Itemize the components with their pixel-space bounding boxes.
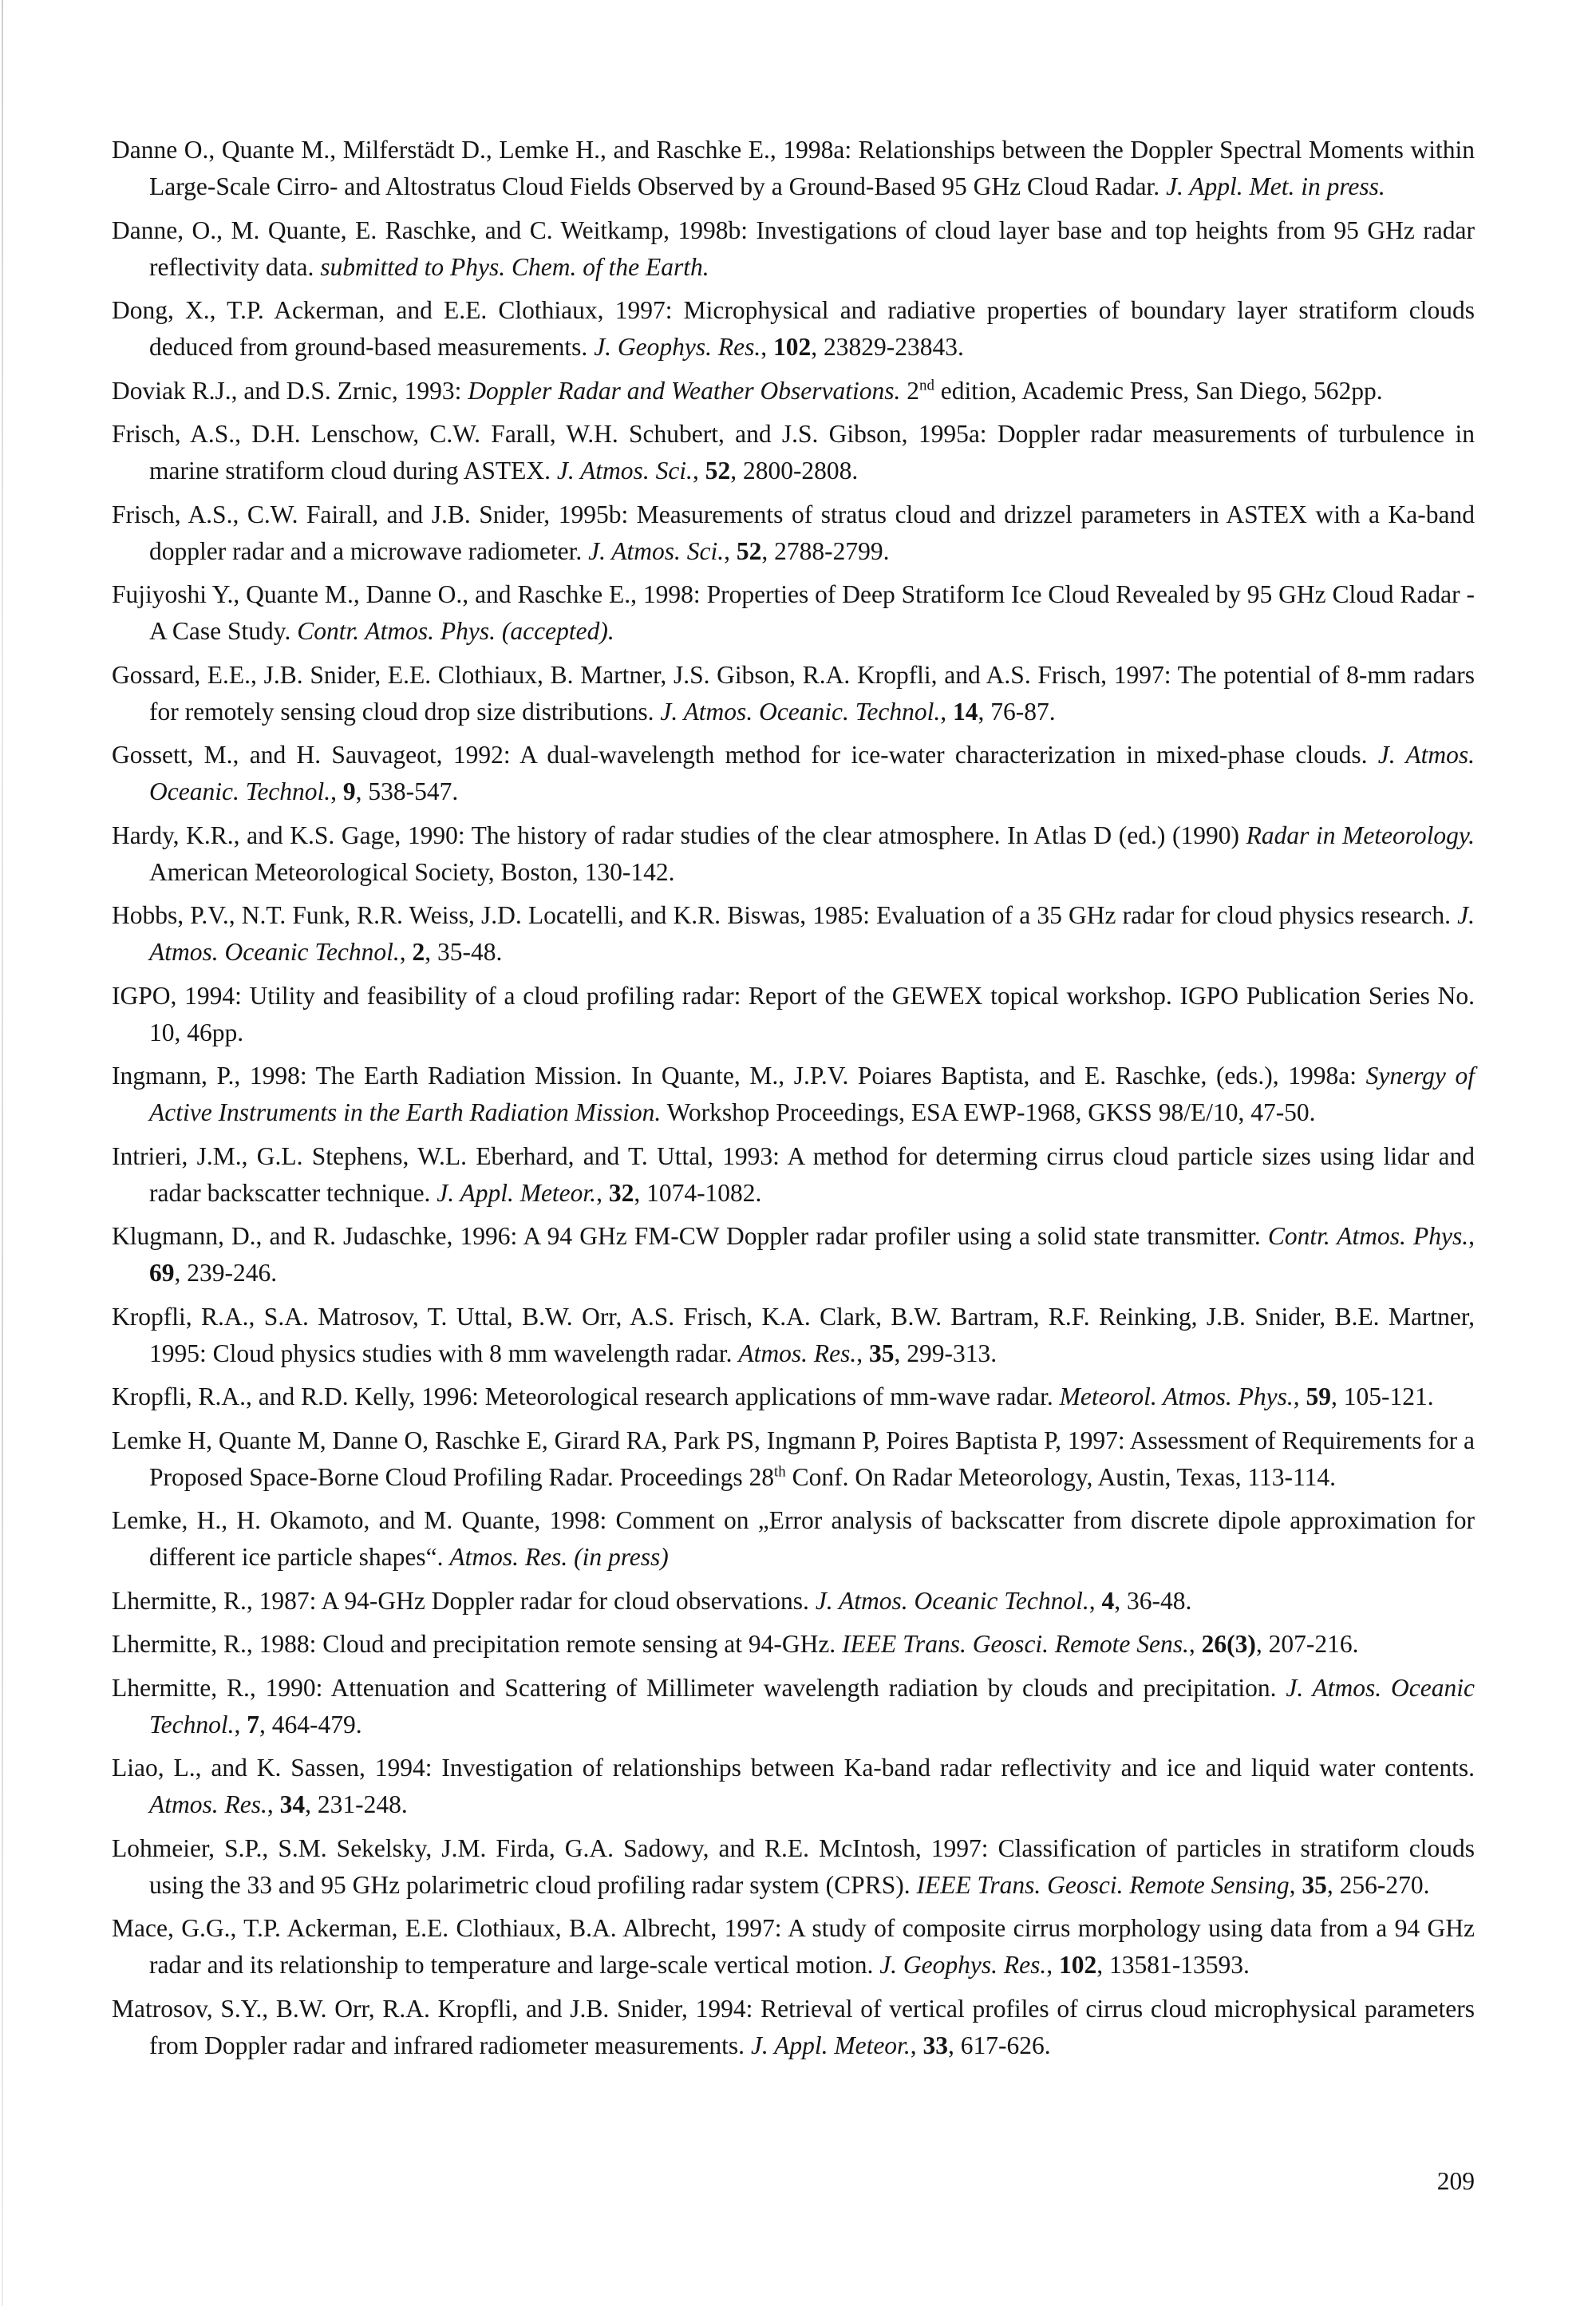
reference-source: Doppler Radar and Weather Observations. (468, 376, 901, 405)
reference-text: Lohmeier, S.P., S.M. Sekelsky, J.M. Firda, G.A. Sadowy, and R.E. McIntosh, 1997: Classification of particles in stratiform clouds using the 33 and 95 GHz polarimetric cloud profiling radar system (CPRS). (112, 1833, 1475, 1899)
reference-superscript: nd (919, 377, 934, 394)
reference-text: Conf. On Radar Meteorology, Austin, Texas, 113-114. (785, 1462, 1336, 1491)
reference-text: , 1074-1082. (634, 1178, 762, 1207)
reference-text: , (1468, 1222, 1475, 1250)
reference-source: Synergy of Active Instruments in the Earth Radiation Mission. (149, 1062, 1475, 1126)
reference-entry (112, 897, 1475, 971)
reference-volume: 102 (773, 333, 812, 361)
reference-text: , 76-87. (978, 697, 1056, 726)
reference-entry (112, 576, 1475, 650)
reference-source: Atmos. Res. (149, 1790, 267, 1818)
reference-text: , (692, 457, 705, 485)
reference-text: Lhermitte, R., 1987: A 94-GHz Doppler radar for cloud observations. (112, 1586, 816, 1615)
reference-entry (112, 1058, 1475, 1131)
reference-text: , 231-248. (305, 1790, 408, 1818)
reference-text: , (724, 536, 737, 565)
reference-text: Gossard, E.E., J.B. Snider, E.E. Clothiaux, B. Martner, J.S. Gibson, R.A. Kropfli, and A.S. Frisch, 1997: The potential of 8-mm radars for remotely sensing cloud drop size distributions. (112, 660, 1475, 726)
reference-text: IGPO, 1994: Utility and feasibility of a cloud profiling radar: Report of the GEWEX topical workshop. IGPO Publication Series No. 10, 46pp. (112, 981, 1475, 1046)
reference-text: , 2788-2799. (761, 536, 890, 565)
reference-text: , (1289, 1870, 1302, 1899)
reference-text: , (399, 938, 413, 966)
reference-text: , (267, 1790, 280, 1818)
reference-entry (112, 1422, 1475, 1496)
reference-text: , 207-216. (1255, 1630, 1359, 1658)
reference-entry (112, 1218, 1475, 1291)
reference-source: Contr. Atmos. Phys. (accepted). (297, 617, 614, 645)
reference-volume: 7 (247, 1710, 259, 1738)
reference-source: J. Geophys. Res. (879, 1951, 1047, 1979)
reference-text: , 464-479. (259, 1710, 362, 1738)
reference-superscript: th (774, 1463, 786, 1480)
reference-list (112, 132, 1475, 2071)
reference-text: , 35-48. (425, 938, 503, 966)
reference-text: Lemke H, Quante M, Danne O, Raschke E, Girard RA, Park PS, Ingmann P, Poires Baptista P, 1997: Assessment of Requirements for a Proposed Space-Borne Cloud Profiling Radar. Proceedings 28 (112, 1426, 1475, 1491)
reference-text: edition, Academic Press, San Diego, 562pp. (934, 376, 1383, 405)
reference-entry (112, 373, 1475, 409)
reference-text: , 2800-2808. (730, 457, 859, 485)
reference-source: J. Atmos. Sci. (588, 536, 725, 565)
reference-entry (112, 1378, 1475, 1415)
reference-text: , (1088, 1586, 1102, 1615)
reference-source: IEEE Trans. Geosci. Remote Sensing (916, 1870, 1290, 1899)
reference-entry (112, 1138, 1475, 1212)
reference-text: Mace, G.G., T.P. Ackerman, E.E. Clothiaux, B.A. Albrecht, 1997: A study of composite cirrus morphology using data from a 94 GHz radar and its relationship to temperature and large-scale vertical motion. (112, 1914, 1475, 1979)
reference-entry (112, 416, 1475, 489)
reference-text: , (1046, 1951, 1060, 1979)
reference-entry (112, 1502, 1475, 1576)
reference-volume: 14 (952, 697, 978, 726)
reference-source: Atmos. Res. (738, 1339, 857, 1367)
reference-volume: 9 (342, 777, 356, 805)
reference-text: Fujiyoshi Y., Quante M., Danne O., and Raschke E., 1998: Properties of Deep Stratiform Ice Cloud Revealed by 95 GHz Cloud Radar - A Case Study. (112, 580, 1475, 645)
reference-text: American Meteorological Society, Boston, 130-142. (149, 857, 675, 886)
reference-entry (112, 1626, 1475, 1663)
reference-entry (112, 737, 1475, 810)
reference-entry (112, 817, 1475, 891)
reference-source: J. Atmos. Oceanic Technol. (149, 1673, 1475, 1738)
reference-text: Gossett, M., and H. Sauvageot, 1992: A dual-wavelength method for ice-water characterization in mixed-phase clouds. (112, 741, 1378, 769)
reference-source: J. Atmos. Oceanic Technol. (149, 901, 1475, 966)
reference-text: , (234, 1710, 247, 1738)
reference-text: Matrosov, S.Y., B.W. Orr, R.A. Kropfli, and J.B. Snider, 1994: Retrieval of vertical profiles of cirrus cloud microphysical parameters from Doppler radar and infrared radiometer measurements. (112, 1994, 1475, 2059)
reference-volume: 102 (1059, 1951, 1097, 1979)
reference-entry (112, 1910, 1475, 1984)
reference-text: , 23829-23843. (811, 333, 964, 361)
reference-text: , 299-313. (894, 1339, 998, 1367)
reference-source: J. Appl. Met. in press. (1166, 172, 1385, 200)
reference-volume: 26(3) (1201, 1630, 1256, 1658)
reference-text: , 617-626. (947, 2031, 1051, 2059)
reference-text: , (760, 333, 773, 361)
reference-text: Kropfli, R.A., and R.D. Kelly, 1996: Meteorological research applications of mm-wave radar. (112, 1382, 1060, 1410)
reference-source: Atmos. Res. (in press) (449, 1543, 669, 1571)
reference-source: J. Appl. Meteor. (750, 2031, 911, 2059)
reference-text: Kropfli, R.A., S.A. Matrosov, T. Uttal, B.W. Orr, A.S. Frisch, K.A. Clark, B.W. Bartram, R.F. Reinking, J.B. Snider, B.E. Martner, 1995: Cloud physics studies with 8 mm wavelength radar. (112, 1302, 1475, 1367)
reference-text: Danne, O., M. Quante, E. Raschke, and C. Weitkamp, 1998b: Investigations of cloud layer base and top heights from 95 GHz radar reflectivity data. (112, 216, 1475, 281)
reference-text: Lhermitte, R., 1990: Attenuation and Scattering of Millimeter wavelength radiation by clouds and precipitation. (112, 1673, 1286, 1702)
reference-volume: 34 (279, 1790, 306, 1818)
reference-text: Ingmann, P., 1998: The Earth Radiation Mission. In Quante, M., J.P.V. Poiares Baptista, and E. Raschke, (eds.), 1998a: (112, 1062, 1366, 1090)
reference-text: Hardy, K.R., and K.S. Gage, 1990: The history of radar studies of the clear atmosphere. In Atlas D (ed.) (1990) (112, 821, 1246, 849)
reference-source: Meteorol. Atmos. Phys. (1059, 1382, 1294, 1410)
reference-source: J. Geophys. Res. (594, 333, 761, 361)
reference-volume: 52 (736, 536, 762, 565)
reference-source: J. Atmos. Oceanic. Technol. (149, 741, 1475, 805)
reference-text: Dong, X., T.P. Ackerman, and E.E. Clothiaux, 1997: Microphysical and radiative properties of boundary layer stratiform clouds deduced from ground-based measurements. (112, 296, 1475, 361)
reference-entry (112, 657, 1475, 730)
reference-volume: 52 (705, 457, 731, 485)
reference-text: Klugmann, D., and R. Judaschke, 1996: A 94 GHz FM-CW Doppler radar profiler using a solid state transmitter. (112, 1222, 1268, 1250)
reference-text: Lemke, H., H. Okamoto, and M. Quante, 1998: Comment on „Error analysis of backscatter from discrete dipole approximation for different ice particle shapes“. (112, 1506, 1475, 1571)
reference-source: Contr. Atmos. Phys. (1267, 1222, 1469, 1250)
reference-text: , 13581-13593. (1096, 1951, 1250, 1979)
reference-volume: 69 (149, 1259, 175, 1287)
reference-text: Lhermitte, R., 1988: Cloud and precipitation remote sensing at 94-GHz. (112, 1630, 843, 1658)
reference-text: , 239-246. (174, 1259, 278, 1287)
reference-text: , (596, 1178, 609, 1207)
reference-text: Doviak R.J., and D.S. Zrnic, 1993: (112, 376, 468, 405)
reference-entry (112, 292, 1475, 366)
reference-volume: 59 (1306, 1382, 1331, 1410)
reference-text: Liao, L., and K. Sassen, 1994: Investigation of relationships between Ka-band radar reflectivity and ice and liquid water contents. (112, 1754, 1475, 1782)
reference-text: Danne O., Quante M., Milferstädt D., Lemke H., and Raschke E., 1998a: Relationships between the Doppler Spectral Moments within Large-Scale Cirro- and Altostratus Cloud Fields Observed by a Ground-Based 95 GHz Cloud Radar. (112, 136, 1475, 200)
reference-text: 2 (900, 376, 920, 405)
reference-text: , (1188, 1630, 1202, 1658)
reference-source: Radar in Meteorology. (1246, 821, 1475, 849)
reference-text: Frisch, A.S., D.H. Lenschow, C.W. Farall, W.H. Schubert, and J.S. Gibson, 1995a: Doppler radar measurements of turbulence in marine stratiform cloud during ASTEX. (112, 420, 1475, 485)
reference-volume: 32 (608, 1178, 634, 1207)
reference-entry (112, 1670, 1475, 1743)
reference-source: J. Atmos. Oceanic Technol. (815, 1586, 1089, 1615)
reference-source: J. Atmos. Sci. (556, 457, 693, 485)
reference-source: J. Appl. Meteor. (437, 1178, 597, 1207)
reference-text: , (910, 2031, 923, 2059)
reference-text: , 36-48. (1114, 1586, 1192, 1615)
reference-text: , (1293, 1382, 1306, 1410)
reference-entry (112, 978, 1475, 1051)
reference-volume: 35 (869, 1339, 895, 1367)
reference-text: , (856, 1339, 870, 1367)
scan-page-edge (2, 0, 3, 2306)
reference-text: Intrieri, J.M., G.L. Stephens, W.L. Eberhard, and T. Uttal, 1993: A method for determing cirrus cloud particle sizes using lidar and radar backscatter technique. (112, 1141, 1475, 1207)
reference-volume: 4 (1101, 1586, 1115, 1615)
reference-text: , 256-270. (1326, 1870, 1430, 1899)
reference-entry (112, 1750, 1475, 1823)
reference-text: Workshop Proceedings, ESA EWP-1968, GKSS 98/E/10, 47-50. (661, 1098, 1316, 1126)
reference-entry (112, 1583, 1475, 1620)
reference-entry (112, 1991, 1475, 2064)
reference-text: , 538-547. (355, 777, 459, 805)
reference-source: submitted to Phys. Chem. of the Earth. (320, 252, 709, 281)
reference-text: , (940, 697, 953, 726)
reference-source: IEEE Trans. Geosci. Remote Sens. (842, 1630, 1189, 1658)
reference-text: Frisch, A.S., C.W. Fairall, and J.B. Snider, 1995b: Measurements of stratus cloud and drizzel parameters in ASTEX with a Ka-band doppler radar and a microwave radiometer. (112, 500, 1475, 565)
reference-entry (112, 496, 1475, 570)
reference-text: , (330, 777, 343, 805)
reference-entry (112, 212, 1475, 286)
reference-text: , 105-121. (1330, 1382, 1434, 1410)
reference-text: Hobbs, P.V., N.T. Funk, R.R. Weiss, J.D. Locatelli, and K.R. Biswas, 1985: Evaluation of a 35 GHz radar for cloud physics research. (112, 901, 1458, 929)
reference-entry (112, 1299, 1475, 1372)
reference-entry (112, 1830, 1475, 1904)
reference-entry (112, 132, 1475, 205)
reference-source: J. Atmos. Oceanic. Technol. (660, 697, 941, 726)
page-number: 209 (1436, 2167, 1475, 2195)
reference-volume: 35 (1302, 1870, 1327, 1899)
reference-volume: 2 (412, 938, 425, 966)
reference-volume: 33 (922, 2031, 948, 2059)
